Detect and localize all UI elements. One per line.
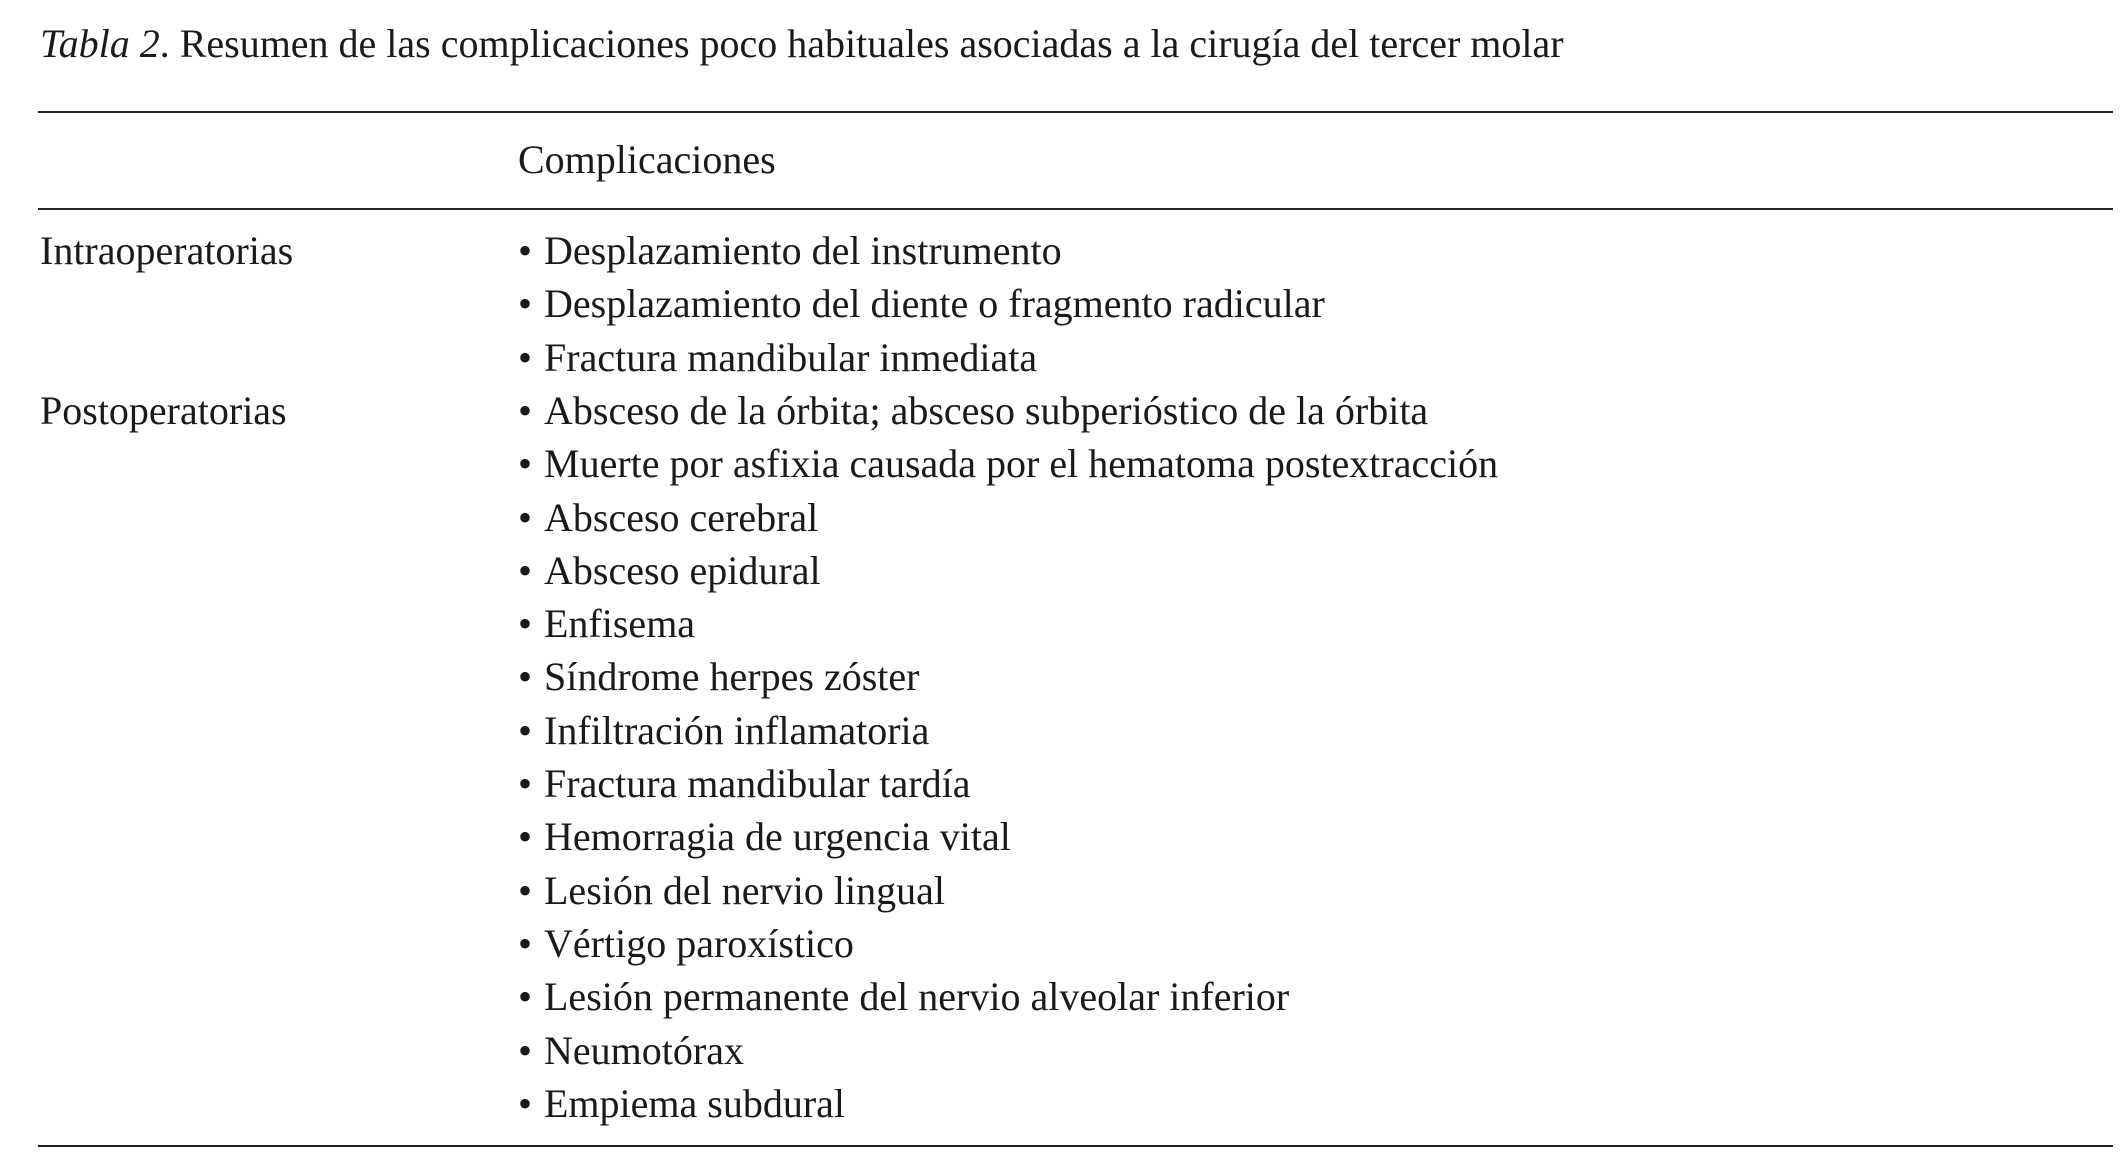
bullet-icon: •: [518, 441, 533, 487]
bullet-icon: •: [518, 334, 533, 380]
bullet-icon: •: [518, 1080, 533, 1126]
list-item: • Desplazamiento del instrumento: [518, 224, 1325, 277]
list-item: • Neumotórax: [518, 1024, 1498, 1077]
complication-list: [518, 224, 1325, 384]
list-item: • Absceso cerebral: [518, 491, 1498, 544]
table-top-rule: [38, 111, 2113, 113]
list-item: • Vértigo paroxístico: [518, 917, 1498, 970]
list-item: • Empiema subdural: [518, 1077, 1498, 1130]
table-caption: [40, 16, 1564, 72]
list-item: • Desplazamiento del diente o fragmento radicular: [518, 277, 1325, 330]
bullet-icon: •: [518, 494, 533, 540]
bullet-icon: •: [518, 654, 533, 700]
list-item: • Muerte por asfixia causada por el hematoma postextracción: [518, 437, 1498, 490]
bullet-icon: •: [518, 281, 533, 327]
bullet-icon: •: [518, 707, 533, 753]
list-item: • Infiltración inflamatoria: [518, 704, 1498, 757]
bullet-icon: •: [518, 388, 533, 433]
list-item: • Fractura mandibular tardía: [518, 757, 1498, 810]
list-item: • Hemorragia de urgencia vital: [518, 810, 1498, 863]
list-item: • Síndrome herpes zóster: [518, 650, 1498, 703]
bullet-icon: •: [518, 228, 533, 273]
table-header-rule: [38, 208, 2113, 210]
bullet-icon: •: [518, 814, 533, 860]
list-item: • Fractura mandibular inmediata: [518, 331, 1325, 384]
bullet-icon: •: [518, 761, 533, 807]
bullet-icon: •: [518, 920, 533, 966]
list-item: • Absceso epidural: [518, 544, 1498, 597]
bullet-icon: •: [518, 547, 533, 593]
group-name: Intraoperatorias: [40, 228, 294, 273]
complication-list: [518, 384, 1498, 1130]
bullet-icon: •: [518, 601, 533, 647]
bullet-icon: •: [518, 974, 533, 1020]
list-item: • Enfisema: [518, 597, 1498, 650]
bullet-icon: •: [518, 1027, 533, 1073]
list-item: • Absceso de la órbita; absceso subperióstico de la órbita: [518, 384, 1498, 437]
table-caption-text: . Resumen de las complicaciones poco habituales asociadas a la cirugía del tercer molar: [159, 21, 1564, 66]
table-bottom-rule: [38, 1145, 2113, 1147]
group-name: Postoperatorias: [40, 388, 287, 433]
table-caption-label: Tabla 2: [40, 21, 160, 66]
bullet-icon: •: [518, 867, 533, 913]
list-item: • Lesión permanente del nervio alveolar inferior: [518, 970, 1498, 1023]
list-item: • Lesión del nervio lingual: [518, 864, 1498, 917]
column-header-complicaciones: Complicaciones: [518, 137, 776, 182]
